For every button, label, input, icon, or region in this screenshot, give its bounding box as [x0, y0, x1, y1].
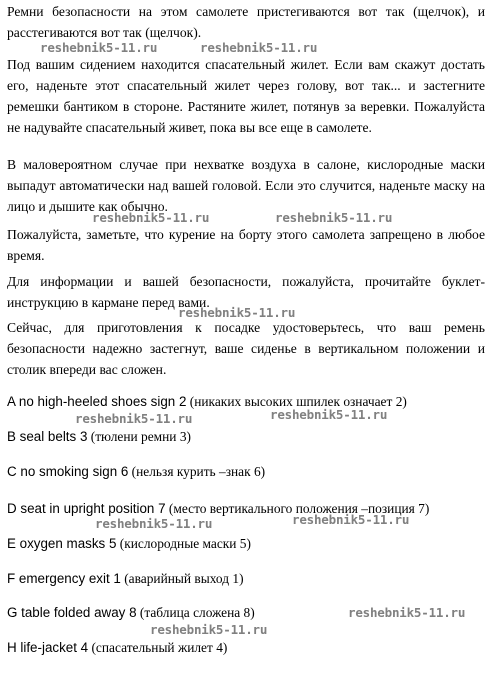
- watermark: reshebnik5-11.ru: [92, 210, 210, 225]
- answer-item-g: [7, 604, 255, 622]
- answer-en: A no high-heeled shoes sign 2: [7, 394, 187, 409]
- paragraph-oxygen-masks: В маловероятном случае при нехватке воздуха в салоне, кислородные маски выпадут автоматически над вашей головой. Если это случится, наденьте маску на лицо и дышите как обычно.: [7, 157, 485, 214]
- paragraph-seat-belts: Ремни безопасности на этом самолете пристегиваются вот так (щелчок), и расстегиваются вот так (щелчок).: [7, 4, 485, 40]
- answer-ru: (нельзя курить –знак 6): [128, 464, 266, 479]
- watermark: reshebnik5-11.ru: [150, 622, 268, 637]
- watermark: reshebnik5-11.ru: [40, 40, 158, 55]
- answer-item-b: [7, 428, 191, 446]
- answer-ru: (никаких высоких шпилек означает 2): [186, 394, 407, 409]
- paragraph-life-jacket: Под вашим сидением находится спасательный жилет. Если вам скажут достать его, наденьте этот спасательный жилет через голову, вот так... и застегните ремешки бантиком в стороне. Растяните жилет, потянув за веревки. Пожалуйста не надувайте спасательный живет, пока вы все еще в самолете.: [7, 57, 485, 135]
- answer-en: F emergency exit 1: [7, 571, 121, 586]
- answer-item-c: [7, 463, 265, 481]
- answer-en: G table folded away 8: [7, 605, 137, 620]
- watermark: reshebnik5-11.ru: [75, 411, 193, 426]
- paragraph-landing-preparation: Сейчас, для приготовления к посадке удостоверьтесь, что ваш ремень безопасности надежно застегнут, ваше сиденье в вертикальном положении и столик впереди вас сложен.: [7, 320, 485, 377]
- watermark: reshebnik5-11.ru: [200, 40, 318, 55]
- paragraph-safety-booklet: Для информации и вашей безопасности, пожалуйста, прочитайте буклет-инструкцию в кармане перед вами.: [7, 274, 485, 310]
- watermark: reshebnik5-11.ru: [178, 305, 296, 320]
- answer-ru: (кислородные маски 5): [116, 536, 251, 551]
- answer-en: B seal belts 3: [7, 429, 88, 444]
- answer-item-e: [7, 535, 251, 553]
- answer-en: H life-jacket 4: [7, 640, 89, 655]
- watermark: reshebnik5-11.ru: [270, 407, 388, 422]
- answer-en: C no smoking sign 6: [7, 464, 129, 479]
- answer-ru: (таблица сложена 8): [136, 605, 255, 620]
- answer-item-f: [7, 570, 244, 588]
- answer-ru: (аварийный выход 1): [120, 571, 244, 586]
- answer-ru: (место вертикального положения –позиция 7): [165, 501, 430, 516]
- answer-en: D seat in upright position 7: [7, 501, 166, 516]
- answer-en: E oxygen masks 5: [7, 536, 117, 551]
- paragraph-no-smoking: Пожалуйста, заметьте, что курение на борту этого самолета запрещено в любое время.: [7, 227, 485, 263]
- watermark: reshebnik5-11.ru: [95, 516, 213, 531]
- watermark: reshebnik5-11.ru: [348, 605, 466, 620]
- answer-item-h: [7, 639, 227, 657]
- watermark: reshebnik5-11.ru: [292, 512, 410, 527]
- answer-ru: (тюлени ремни 3): [87, 429, 191, 444]
- answer-ru: (спасательный жилет 4): [88, 640, 228, 655]
- watermark: reshebnik5-11.ru: [275, 210, 393, 225]
